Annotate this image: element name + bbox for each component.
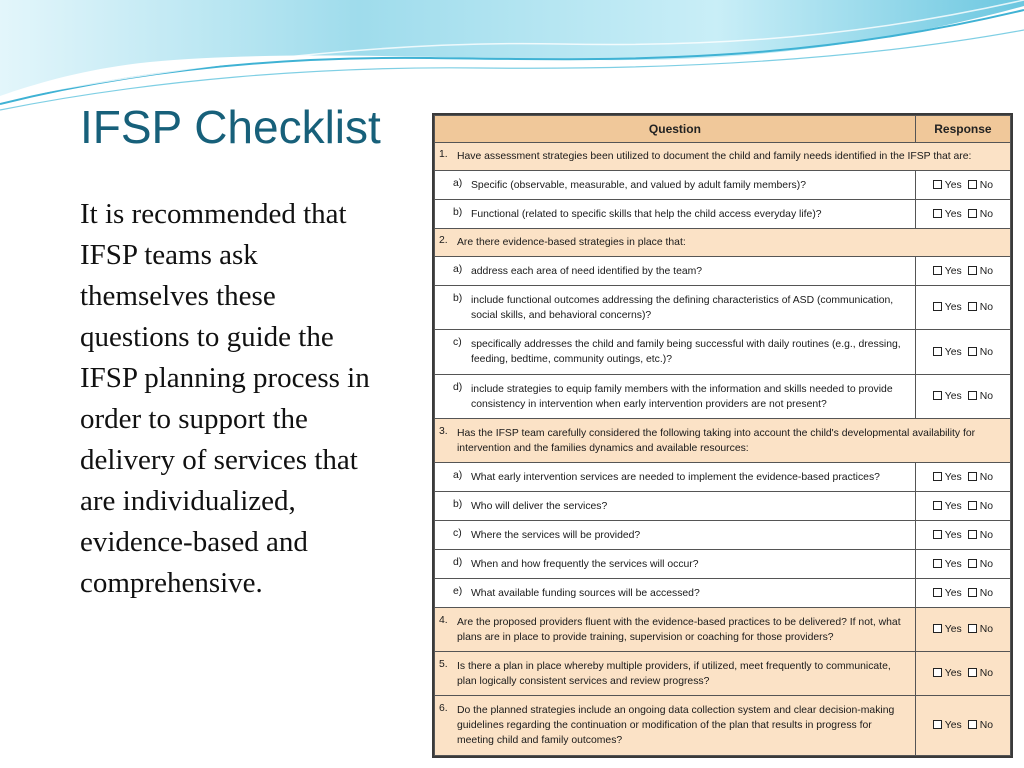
- question-number: b): [453, 206, 463, 218]
- question-number: 5.: [439, 658, 448, 670]
- response-option-label: Yes: [944, 265, 962, 277]
- response-option-label: No: [979, 624, 994, 635]
- question-text: Who will deliver the services?: [471, 500, 608, 512]
- question-number: e): [453, 585, 463, 597]
- checkbox-icon[interactable]: [968, 668, 977, 677]
- response-cell: [915, 652, 1010, 696]
- checkbox-icon[interactable]: [933, 347, 942, 356]
- checklist-subquestion-row: [435, 375, 1011, 419]
- response-option-label: Yes: [944, 624, 962, 635]
- response-option-yes[interactable]: [933, 302, 962, 313]
- checkbox-icon[interactable]: [933, 720, 942, 729]
- response-cell: [915, 696, 1010, 756]
- checkbox-icon[interactable]: [968, 624, 977, 633]
- checkbox-icon[interactable]: [968, 266, 977, 275]
- ifsp-checklist-table: [432, 113, 1013, 758]
- response-option-label: No: [979, 500, 994, 512]
- response-option-yes[interactable]: [933, 668, 962, 679]
- question-number: a): [453, 469, 463, 481]
- question-text: What early intervention services are needed to implement the evidence-based practices?: [471, 471, 880, 483]
- question-number: b): [453, 498, 463, 510]
- response-option-no[interactable]: [968, 391, 993, 402]
- question-number: 3.: [439, 425, 448, 437]
- response-option-label: Yes: [944, 208, 962, 220]
- checklist-subquestion-row: [435, 550, 1011, 579]
- response-option-label: No: [979, 208, 994, 220]
- checklist-question-row: [435, 696, 1011, 756]
- question-number: d): [453, 556, 463, 568]
- response-option-label: No: [979, 302, 994, 313]
- response-option-no[interactable]: [968, 559, 993, 570]
- checklist-question-row: [435, 143, 1011, 171]
- response-option-label: No: [979, 265, 994, 277]
- response-option-label: Yes: [944, 558, 962, 570]
- response-option-no[interactable]: [968, 588, 993, 599]
- checklist-subquestion-row: [435, 330, 1011, 375]
- checkbox-icon[interactable]: [933, 588, 942, 597]
- response-option-no[interactable]: [968, 501, 993, 512]
- response-cell: [915, 608, 1010, 652]
- question-text: include strategies to equip family members with the information and skills needed to provide consistency in intervention when early intervention providers are not present?: [471, 383, 893, 410]
- response-option-no[interactable]: [968, 624, 993, 635]
- checklist-subquestion-row: [435, 463, 1011, 492]
- question-text: Functional (related to specific skills that help the child access everyday life)?: [471, 208, 822, 220]
- response-option-label: No: [979, 179, 994, 191]
- question-number: a): [453, 177, 463, 189]
- checklist-question-row: [435, 419, 1011, 463]
- response-option-label: No: [979, 391, 994, 402]
- response-option-label: No: [979, 720, 994, 731]
- question-column-header: Question: [435, 116, 916, 143]
- checkbox-icon[interactable]: [933, 501, 942, 510]
- question-text: Do the planned strategies include an ongoing data collection system and clear decision-making guidelines regarding the continuation or modification of the plan that results in progress for meeting child and family outcomes?: [457, 705, 895, 746]
- checkbox-icon[interactable]: [933, 530, 942, 539]
- response-option-label: No: [979, 668, 994, 679]
- response-option-label: Yes: [944, 529, 962, 541]
- response-option-no[interactable]: [968, 720, 993, 731]
- response-cell: [915, 257, 1010, 286]
- question-text: When and how frequently the services will occur?: [471, 558, 699, 570]
- checklist-subquestion-row: [435, 492, 1011, 521]
- slide-title: IFSP Checklist: [80, 101, 381, 153]
- response-cell: [915, 463, 1010, 492]
- checkbox-icon[interactable]: [933, 668, 942, 677]
- checkbox-icon[interactable]: [933, 559, 942, 568]
- response-option-label: Yes: [944, 720, 962, 731]
- response-option-label: No: [979, 471, 994, 483]
- response-option-no[interactable]: [968, 302, 993, 313]
- response-option-label: Yes: [944, 346, 962, 358]
- checklist-question-row: [435, 608, 1011, 652]
- question-number: 1.: [439, 149, 448, 160]
- question-text: Are there evidence-based strategies in place that:: [457, 237, 686, 248]
- response-option-yes[interactable]: [933, 588, 962, 599]
- response-option-no[interactable]: [968, 668, 993, 679]
- checklist-subquestion-row: [435, 579, 1011, 608]
- checkbox-icon[interactable]: [968, 347, 977, 356]
- checkbox-icon[interactable]: [933, 391, 942, 400]
- response-option-yes[interactable]: [933, 180, 962, 191]
- response-option-label: No: [979, 529, 994, 541]
- checkbox-icon[interactable]: [968, 530, 977, 539]
- checkbox-icon[interactable]: [933, 624, 942, 633]
- question-text: Where the services will be provided?: [471, 529, 641, 541]
- checklist-subquestion-row: [435, 171, 1011, 200]
- response-option-no[interactable]: [968, 266, 993, 277]
- checklist-subquestion-row: [435, 286, 1011, 330]
- checkbox-icon[interactable]: [968, 302, 977, 311]
- response-option-label: Yes: [944, 179, 962, 191]
- response-option-yes[interactable]: [933, 209, 962, 220]
- checklist-subquestion-row: [435, 521, 1011, 550]
- response-option-label: No: [979, 346, 994, 358]
- question-text: address each area of need identified by the team?: [471, 265, 703, 277]
- checklist-question-row: [435, 652, 1011, 696]
- question-text: Has the IFSP team carefully considered the following taking into account the child's developmental availability for intervention and the families dynamics and available resources:: [457, 427, 976, 454]
- response-option-no[interactable]: [968, 209, 993, 220]
- response-option-yes[interactable]: [933, 391, 962, 402]
- checkbox-icon[interactable]: [933, 180, 942, 189]
- checklist-subquestion-row: [435, 257, 1011, 286]
- response-option-label: Yes: [944, 471, 962, 483]
- response-option-yes[interactable]: [933, 720, 962, 731]
- question-number: c): [453, 527, 462, 539]
- response-cell: [915, 200, 1010, 229]
- checkbox-icon[interactable]: [968, 209, 977, 218]
- checkbox-icon[interactable]: [968, 559, 977, 568]
- question-text: Are the proposed providers fluent with the evidence-based practices to be delivered? If not, what plans are in place to provide training, supervision or coaching for those providers?: [457, 616, 901, 643]
- response-option-yes[interactable]: [933, 347, 962, 358]
- question-number: 4.: [439, 614, 448, 626]
- checkbox-icon[interactable]: [933, 302, 942, 311]
- response-cell: [915, 171, 1010, 200]
- checkbox-icon[interactable]: [933, 209, 942, 218]
- response-option-yes[interactable]: [933, 472, 962, 483]
- response-column-header: Response: [915, 116, 1010, 143]
- question-number: 6.: [439, 703, 448, 714]
- question-text: Have assessment strategies been utilized to document the child and family needs identified in the IFSP that are:: [457, 151, 972, 162]
- response-option-label: Yes: [944, 500, 962, 512]
- question-number: a): [453, 263, 463, 275]
- response-option-no[interactable]: [968, 347, 993, 358]
- checkbox-icon[interactable]: [933, 266, 942, 275]
- response-cell: [915, 286, 1010, 330]
- checkbox-icon[interactable]: [968, 501, 977, 510]
- question-number: c): [453, 337, 462, 348]
- question-number: b): [453, 292, 463, 304]
- response-cell: [915, 579, 1010, 608]
- response-option-yes[interactable]: [933, 530, 962, 541]
- checklist-rows: [435, 143, 1011, 756]
- question-text: Is there a plan in place whereby multiple providers, if utilized, meet frequently to communicate, plan logically consistent services and review progress?: [457, 660, 891, 687]
- checklist-subquestion-row: [435, 200, 1011, 229]
- response-option-label: Yes: [944, 668, 962, 679]
- response-option-label: Yes: [944, 391, 962, 402]
- question-text: What available funding sources will be accessed?: [471, 587, 700, 599]
- checkbox-icon[interactable]: [968, 472, 977, 481]
- checkbox-icon[interactable]: [968, 391, 977, 400]
- response-cell: [915, 492, 1010, 521]
- checkbox-icon[interactable]: [968, 180, 977, 189]
- checkbox-icon[interactable]: [933, 472, 942, 481]
- question-text: include functional outcomes addressing the defining characteristics of ASD (communication, social skills, and behavioral concerns)?: [471, 294, 894, 321]
- response-option-label: Yes: [944, 302, 962, 313]
- response-option-yes[interactable]: [933, 266, 962, 277]
- response-option-yes[interactable]: [933, 624, 962, 635]
- response-option-label: No: [979, 587, 994, 599]
- response-option-label: Yes: [944, 587, 962, 599]
- response-option-label: No: [979, 558, 994, 570]
- response-option-no[interactable]: [968, 472, 993, 483]
- response-cell: [915, 550, 1010, 579]
- response-option-no[interactable]: [968, 180, 993, 191]
- checkbox-icon[interactable]: [968, 720, 977, 729]
- checkbox-icon[interactable]: [968, 588, 977, 597]
- response-option-yes[interactable]: [933, 501, 962, 512]
- question-text: specifically addresses the child and family being successful with daily routines (e.g., dressing, feeding, bedtime, community outings, etc.)?: [471, 339, 901, 365]
- question-number: d): [453, 381, 463, 393]
- checklist-question-row: [435, 229, 1011, 257]
- question-text: Specific (observable, measurable, and valued by adult family members)?: [471, 179, 806, 191]
- response-cell: [915, 330, 1010, 375]
- question-number: 2.: [439, 235, 448, 246]
- response-cell: [915, 521, 1010, 550]
- response-cell: [915, 375, 1010, 419]
- slide-body-text: It is recommended that IFSP teams ask themselves these questions to guide the IFSP planning process in order to support the delivery of services that are individualized, evidence-based and comprehensive.: [80, 198, 370, 599]
- response-option-no[interactable]: [968, 530, 993, 541]
- response-option-yes[interactable]: [933, 559, 962, 570]
